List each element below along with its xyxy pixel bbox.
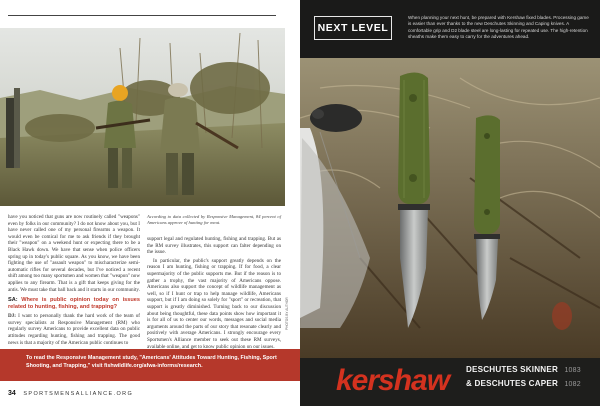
study-callout: [0, 349, 300, 381]
article-paragraph: support legal and regulated hunting, fishing and trapping. But as the RM survey illustrates, this support can falter depending on the issue.: [147, 236, 281, 256]
article-paragraph: In particular, the public's support greatly depends on the reason I am hunting, fishing or trapping. If for food, a clear supermajority of the public supports me. But if the reason is to gather a trophy, the vast majority of Americans oppose. Americans also support the concept of wildlife management as well, so if I hunt or trap to help manage wildlife, Americans support, but if I am doing so solely for "sport" or recreation, that support is greatly diminished. Turning back to our discussion about being thoughtful, these data points show how important it is for all of us to center our words, messages and social media arguments around the parts of our story that resonate clearly and positively with average Americans. I strongly encourage every Sportsmen's Alliance member to seek out these RM surveys, available online, and get to know public opinion on our issues.: [147, 257, 281, 350]
study-callout-text: To read the Responsive Management study, "Americans' Attitudes Toward Hunting, Fishing, Sport Shooting, and Trapping," visit fishwildlife.org/afwa-informs/research.: [26, 355, 277, 369]
qa-question-label: SA:: [8, 297, 18, 304]
article-column-2: [147, 214, 281, 350]
kershaw-ad: [300, 0, 600, 406]
knives-photo: [300, 58, 600, 358]
qa-answer-text: I want to personally thank the hard work of the team of survey specialists at Responsive Management (RM) who regularly survey Americans to provide excellent data on public attitudes regarding hunting, fishing and trapping. The good news is that a majority of the American public continues to: [8, 313, 140, 346]
product-name: DESCHUTES SKINNER: [466, 365, 558, 374]
product-line-2: [466, 379, 581, 388]
photo-credit: PHOTOS BY AUTHOR: [285, 297, 289, 330]
ad-footer: [300, 358, 600, 406]
article-column-1: [8, 214, 140, 346]
knives-illustration: [300, 58, 600, 358]
qa-answer-label: DJ:: [8, 313, 16, 320]
hunters-photo: [0, 28, 285, 206]
kershaw-logo: [336, 362, 454, 396]
ad-headline: NEXT LEVEL: [314, 16, 392, 40]
page-footer: [8, 390, 133, 397]
product-name: & DESCHUTES CAPER: [466, 379, 558, 388]
page-number: 34: [8, 390, 16, 397]
site-url: SPORTSMENSALLIANCE.ORG: [23, 391, 134, 397]
product-code: 1083: [564, 367, 581, 374]
product-line-1: [466, 365, 581, 374]
ad-header: [300, 0, 600, 58]
hunters-photo-illustration: [0, 28, 285, 206]
qa-question-text: Where is public opinion today on issues related to hunting, fishing, and trapping?: [8, 297, 140, 311]
photo-caption: According to data collected by Responsive Management, 84 percent of Americans approve of hunting for meat.: [147, 214, 281, 225]
qa-question: [8, 297, 140, 311]
ad-intro-text: When planning your next hunt, be prepared with Kershaw fixed blades. Processing game is easier than ever thanks to the new Deschutes Skinning and Caping knives. A comfortable grip and D2 blade steel are long-lasting for repeated use. The high-retention sheaths make them easy to carry for the adventures ahead.: [408, 15, 589, 40]
qa-answer: [8, 313, 140, 346]
svg-text:kershaw: kershaw: [336, 364, 450, 397]
product-code: 1082: [564, 381, 581, 388]
top-rule: [8, 15, 276, 16]
article-paragraph: have you noticed that guns are now routinely called "weapons" even by folks in our community? I do not know about you, but I have never called one of my personal firearms a weapon. It would even be comical for me to ask friends if they brought their "weapon" on a weekend hunt or expecting there to be a Black Hawk down. We have that sense when police officers spring up in today's public square. As you know, we have been fighting the use of "assault weapon" to mischaracterize semi-automatic rifles for several decades, but I've noticed a recent shift among too many sportsmen and women that "weapon" now applies to any firearm. That is a gift that keeps giving for the antis. We must take that ball back and it starts in our community.: [8, 214, 140, 293]
